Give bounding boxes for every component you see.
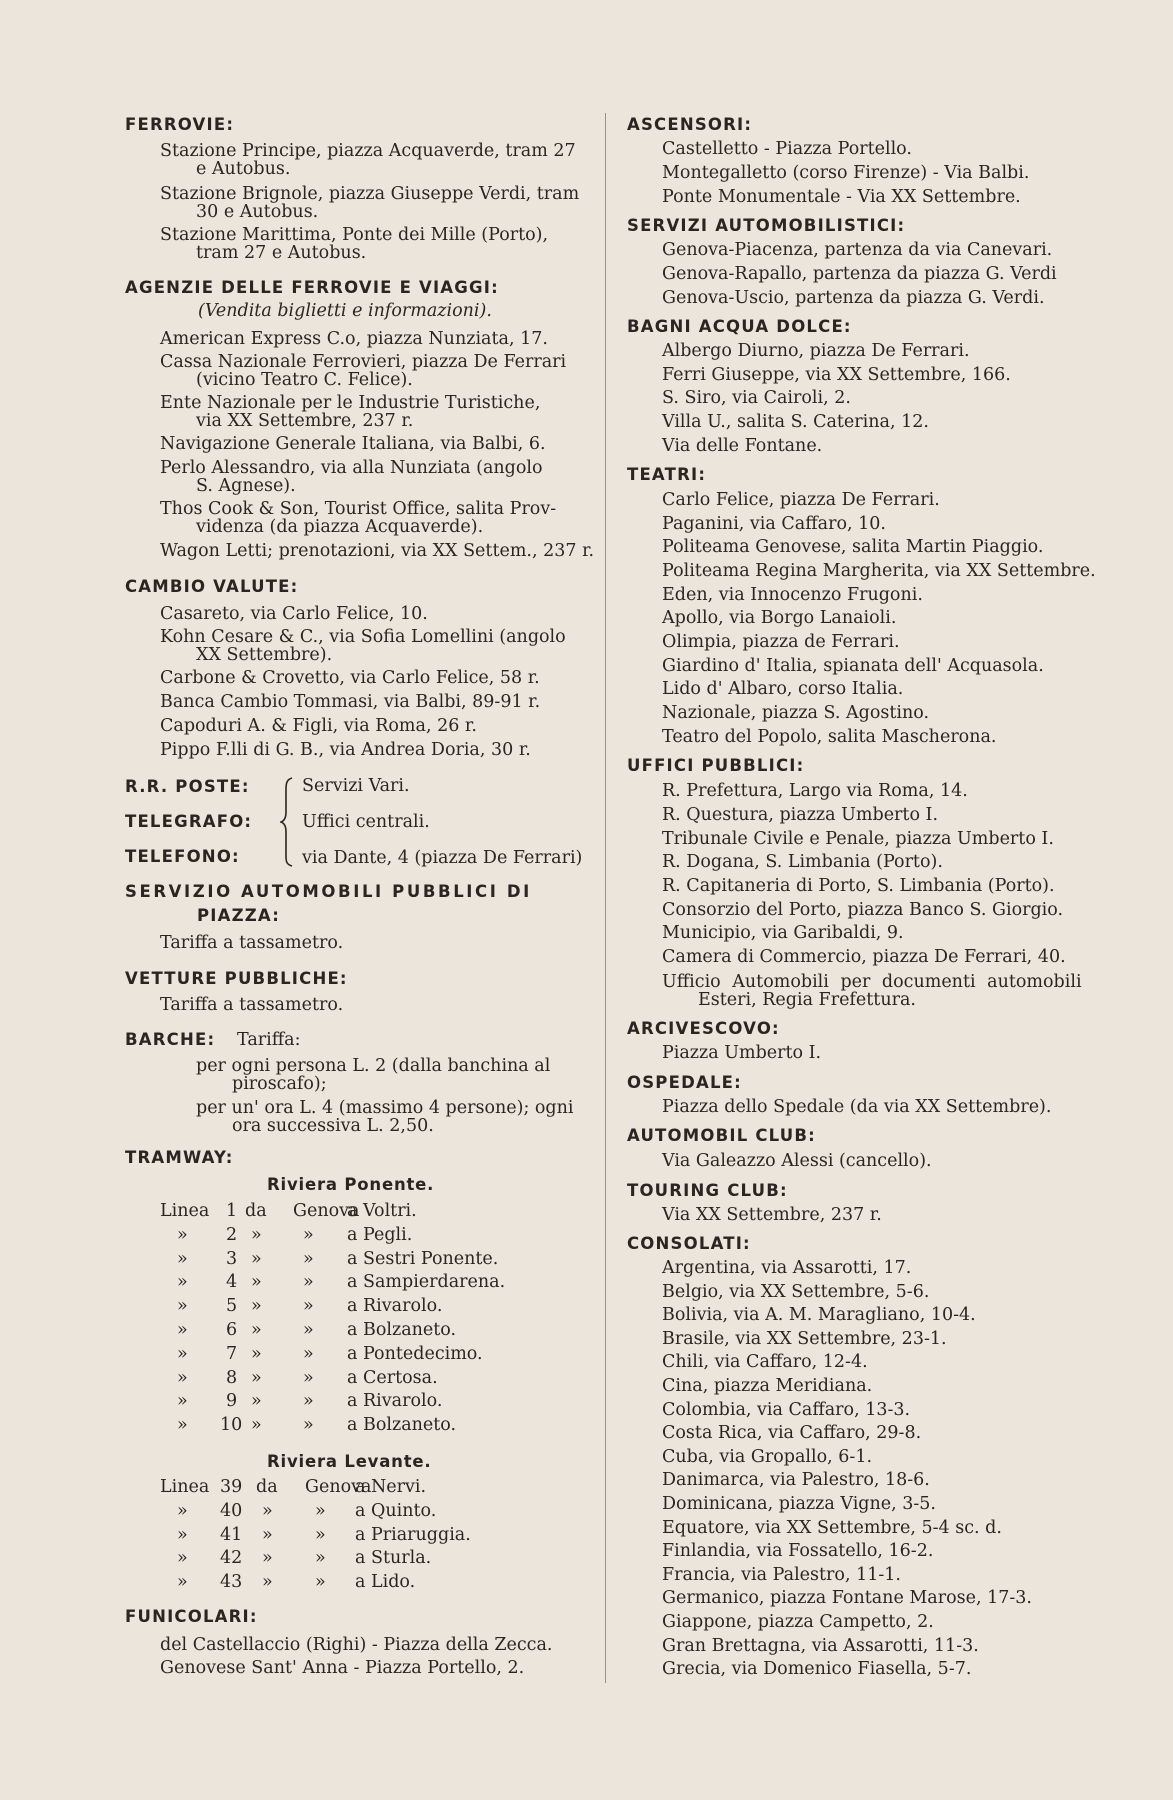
list-item: Grecia, via Domenico Fiasella, 5-7. [662, 1659, 972, 1680]
tram-destination: a Rivarolo. [347, 1296, 443, 1317]
list-item: Villa U., salita S. Caterina, 12. [662, 412, 929, 432]
tram-line-label: » [177, 1248, 188, 1269]
telefono-value: via Dante, 4 (piazza De Ferrari) [302, 848, 583, 868]
tram-line-number: 10 [220, 1415, 243, 1436]
tram-from-label: » [262, 1548, 273, 1569]
list-item: R. Prefettura, Largo via Roma, 14. [662, 781, 968, 801]
list-item: Camera di Commercio, piazza De Ferrari, 40. [662, 947, 1066, 967]
list-item-cont: e Autobus. [196, 159, 291, 179]
list-item: Ponte Monumentale - Via XX Settembre. [662, 187, 1021, 207]
tram-line-label: » [177, 1548, 188, 1569]
list-item-cont: S. Agnese). [196, 476, 296, 496]
list-item-cont: via XX Settembre, 237 r. [196, 411, 414, 431]
vetture-heading: VETTURE PUBBLICHE: [125, 969, 348, 988]
tram-destination: a Pegli. [347, 1224, 413, 1245]
list-item-cont: XX Settembre). [196, 645, 333, 665]
funicolari-heading: FUNICOLARI: [125, 1607, 258, 1626]
list-item: Chili, via Caffaro, 12-4. [662, 1352, 868, 1373]
list-item: Gran Brettagna, via Assarotti, 11-3. [662, 1635, 979, 1656]
tram-origin: » [303, 1296, 314, 1317]
ospedale-text: Piazza dello Spedale (da via XX Settembre). [662, 1097, 1052, 1117]
tram-from-label: da [256, 1477, 278, 1497]
list-item: per ogni persona L. 2 (dalla banchina al [196, 1056, 551, 1076]
list-item: del Castellaccio (Righi) - Piazza della Zecca. [160, 1635, 553, 1655]
consolati-heading: CONSOLATI: [627, 1234, 751, 1253]
list-item: Wagon Letti; prenotazioni, via XX Settem., 237 r. [160, 541, 595, 561]
tram-line-number: 43 [220, 1572, 243, 1593]
tram-origin: » [315, 1572, 326, 1593]
servizio-text: Tariffa a tassametro. [160, 933, 344, 953]
agenzie-heading: AGENZIE DELLE FERROVIE E VIAGGI: [125, 278, 499, 297]
tram-from-label: » [251, 1320, 262, 1340]
tram-from-label: » [262, 1500, 273, 1521]
barche-lead: Tariffa: [237, 1030, 301, 1050]
list-item: R. Capitaneria di Porto, S. Limbania (Porto). [662, 876, 1055, 896]
list-item: R. Dogana, S. Limbania (Porto). [662, 852, 943, 872]
list-item-cont: 30 e Autobus. [196, 202, 319, 222]
list-item-cont: piroscafo); [232, 1074, 327, 1094]
tram-destination: a Sampierdarena. [347, 1272, 506, 1293]
list-item: S. Siro, via Cairoli, 2. [662, 388, 851, 408]
list-item: Cina, piazza Meridiana. [662, 1376, 873, 1396]
list-item: Politeama Genovese, salita Martin Piaggio. [662, 537, 1044, 557]
tram-from-label: » [251, 1367, 262, 1388]
poste-value: Servizi Vari. [302, 776, 410, 796]
tram-line-number: 1 [226, 1201, 238, 1221]
list-item: Germanico, piazza Fontane Marose, 17-3. [662, 1588, 1032, 1609]
list-item: Giappone, piazza Campetto, 2. [662, 1612, 934, 1632]
tram-from-label: » [251, 1248, 262, 1269]
tram-line-label: » [177, 1224, 188, 1245]
list-item: Navigazione Generale Italiana, via Balbi, 6. [160, 434, 546, 454]
tram-from-label: da [245, 1201, 267, 1221]
list-item-cont: ora successiva L. 2,50. [232, 1116, 434, 1136]
list-item: Apollo, via Borgo Lanaioli. [662, 608, 897, 628]
tram-origin: » [303, 1224, 314, 1245]
list-item-cont: videnza (da piazza Acquaverde). [196, 517, 484, 537]
list-item: Finlandia, via Fossatello, 16-2. [662, 1541, 934, 1562]
list-item: Paganini, via Caffaro, 10. [662, 514, 886, 534]
list-item: Olimpia, piazza de Ferrari. [662, 632, 900, 652]
list-item-cont: (vicino Teatro C. Felice). [196, 370, 413, 390]
list-item: Danimarca, via Palestro, 18-6. [662, 1470, 930, 1491]
tram-from-label: » [251, 1224, 262, 1245]
list-item: Tribunale Civile e Penale, piazza Umberto I. [662, 829, 1054, 849]
list-item: Kohn Cesare & C., via Sofia Lomellini (angolo [160, 627, 566, 647]
list-item: Ufficio Automobili per documenti automobili [662, 972, 1082, 992]
list-item-cont: tram 27 e Autobus. [196, 243, 367, 263]
tram-from-label: » [251, 1415, 262, 1436]
automobil-text: Via Galeazzo Alessi (cancello). [662, 1151, 932, 1171]
tram-from-label: » [251, 1296, 262, 1317]
tram-origin: » [303, 1248, 314, 1269]
tram-line-number: 6 [226, 1320, 238, 1340]
list-item: Albergo Diurno, piazza De Ferrari. [662, 341, 970, 361]
list-item: Carlo Felice, piazza De Ferrari. [662, 490, 940, 510]
list-item: Eden, via Innocenzo Frugoni. [662, 585, 923, 605]
list-item: Genova-Piacenza, partenza da via Canevari. [662, 240, 1053, 260]
tram-destination: a Pontedecimo. [347, 1343, 483, 1364]
tram-destination: a Bolzaneto. [347, 1320, 457, 1340]
list-item: Dominicana, piazza Vigne, 3-5. [662, 1494, 936, 1514]
list-item: Teatro del Popolo, salita Mascherona. [662, 727, 997, 747]
list-item: Genova-Uscio, partenza da piazza G. Verdi. [662, 288, 1045, 308]
agenzie-subtitle: (Vendita biglietti e informazioni). [198, 301, 492, 321]
list-item: Bolivia, via A. M. Maragliano, 10-4. [662, 1305, 976, 1326]
tram-line-label: » [177, 1500, 188, 1521]
tram-line-number: 3 [226, 1248, 238, 1269]
list-item: Castelletto - Piazza Portello. [662, 139, 912, 159]
list-item: Politeama Regina Margherita, via XX Settembre. [662, 561, 1096, 581]
list-item: Genova-Rapallo, partenza da piazza G. Verdi [662, 264, 1057, 284]
tram-from-label: » [251, 1272, 262, 1293]
tram-destination: a Certosa. [347, 1367, 438, 1388]
arcivescovo-text: Piazza Umberto I. [662, 1043, 822, 1063]
list-item: Argentina, via Assarotti, 17. [662, 1258, 912, 1278]
arcivescovo-heading: ARCIVESCOVO: [627, 1019, 780, 1038]
ponente-title: Riviera Ponente. [267, 1175, 435, 1194]
tram-line-label: Linea [160, 1477, 210, 1497]
list-item: Montegalletto (corso Firenze) - Via Balbi. [662, 163, 1030, 183]
list-item: Stazione Marittima, Ponte dei Mille (Porto), [160, 225, 549, 245]
list-item: Thos Cook & Son, Tourist Office, salita Prov- [160, 499, 557, 519]
tram-from-label: » [251, 1343, 262, 1364]
tram-destination: a Sestri Ponente. [347, 1248, 499, 1269]
touring-heading: TOURING CLUB: [627, 1181, 788, 1200]
list-item: per un' ora L. 4 (massimo 4 persone); ogni [196, 1098, 574, 1118]
tram-line-label: » [177, 1272, 188, 1293]
list-item: Banca Cambio Tommasi, via Balbi, 89-91 r. [160, 692, 541, 712]
tram-origin: Genova [305, 1477, 372, 1497]
servizi-auto-heading: SERVIZI AUTOMOBILISTICI: [627, 216, 906, 235]
list-item: Equatore, via XX Settembre, 5-4 sc. d. [662, 1517, 1002, 1538]
tram-line-number: 8 [226, 1367, 238, 1388]
list-item: American Express C.o, piazza Nunziata, 17. [160, 329, 548, 349]
tram-origin: » [303, 1367, 314, 1388]
tram-line-number: 5 [226, 1296, 238, 1317]
tram-line-number: 40 [220, 1500, 243, 1521]
list-item: Colombia, via Caffaro, 13-3. [662, 1399, 911, 1420]
servizio-heading: SERVIZIO AUTOMOBILI PUBBLICI DI [125, 882, 532, 901]
touring-text: Via XX Settembre, 237 r. [662, 1205, 882, 1225]
tram-origin: » [303, 1272, 314, 1293]
tram-line-number: 9 [226, 1391, 238, 1412]
tram-destination: a Priaruggia. [355, 1524, 471, 1545]
tram-origin: » [303, 1320, 314, 1340]
tram-origin: » [315, 1500, 326, 1521]
brace-icon [280, 776, 296, 868]
tram-line-label: » [177, 1296, 188, 1317]
tram-destination: a Nervi. [355, 1477, 427, 1497]
automobil-heading: AUTOMOBIL CLUB: [627, 1126, 816, 1145]
tram-line-label: » [177, 1367, 188, 1388]
tram-origin: » [303, 1415, 314, 1436]
cambio-heading: CAMBIO VALUTE: [125, 577, 299, 596]
list-item: Giardino d' Italia, spianata dell' Acquasola. [662, 656, 1044, 676]
list-item: Belgio, via XX Settembre, 5-6. [662, 1281, 930, 1302]
list-item: Brasile, via XX Settembre, 23-1. [662, 1328, 947, 1349]
tram-origin: » [303, 1343, 314, 1364]
tram-destination: a Sturla. [355, 1548, 432, 1569]
barche-heading: BARCHE: [125, 1030, 216, 1049]
tram-line-number: 7 [226, 1343, 238, 1364]
tram-line-number: 2 [226, 1224, 238, 1245]
list-item-cont: Esteri, Regia Frefettura. [698, 990, 916, 1010]
list-item: Ente Nazionale per le Industrie Turistiche, [160, 393, 541, 413]
ascensori-heading: ASCENSORI: [627, 115, 753, 134]
tram-line-label: » [177, 1524, 188, 1545]
tram-line-number: 42 [220, 1548, 243, 1569]
teatri-heading: TEATRI: [627, 465, 707, 484]
tram-line-label: » [177, 1415, 188, 1436]
telegrafo-heading: TELEGRAFO: [125, 812, 253, 831]
list-item: Casareto, via Carlo Felice, 10. [160, 604, 428, 624]
tram-line-number: 39 [220, 1477, 243, 1497]
servizio-heading-cont: PIAZZA: [197, 906, 281, 925]
bagni-heading: BAGNI ACQUA DOLCE: [627, 317, 852, 336]
list-item: Consorzio del Porto, piazza Banco S. Giorgio. [662, 900, 1064, 920]
list-item: Capoduri A. & Figli, via Roma, 26 r. [160, 716, 477, 736]
tram-destination: a Bolzaneto. [347, 1415, 457, 1436]
list-item: Carbone & Crovetto, via Carlo Felice, 58 r. [160, 668, 540, 688]
list-item: Via delle Fontane. [662, 436, 823, 456]
list-item: Lido d' Albaro, corso Italia. [662, 679, 904, 699]
levante-title: Riviera Levante. [267, 1452, 432, 1471]
list-item: R. Questura, piazza Umberto I. [662, 805, 939, 825]
tram-destination: a Lido. [355, 1572, 416, 1593]
tram-origin: » [303, 1391, 314, 1412]
list-item: Costa Rica, via Caffaro, 29-8. [662, 1423, 922, 1444]
list-item: Nazionale, piazza S. Agostino. [662, 703, 930, 723]
tram-from-label: » [262, 1524, 273, 1545]
list-item: Municipio, via Garibaldi, 9. [662, 923, 904, 943]
tram-from-label: » [262, 1572, 273, 1593]
tram-destination: a Quinto. [355, 1500, 437, 1521]
ospedale-heading: OSPEDALE: [627, 1073, 742, 1092]
list-item: Stazione Brignole, piazza Giuseppe Verdi, tram [160, 184, 580, 204]
tram-origin: » [315, 1524, 326, 1545]
tram-origin: » [315, 1548, 326, 1569]
tramway-heading: TRAMWAY: [125, 1148, 234, 1167]
ferrovie-heading: FERROVIE: [125, 115, 235, 134]
vetture-text: Tariffa a tassametro. [160, 995, 344, 1015]
tram-destination: a Voltri. [347, 1201, 417, 1221]
list-item: Francia, via Palestro, 11-1. [662, 1564, 901, 1585]
tram-destination: a Rivarolo. [347, 1391, 443, 1412]
poste-heading: R.R. POSTE: [125, 777, 250, 796]
tram-from-label: » [251, 1391, 262, 1412]
list-item: Stazione Principe, piazza Acquaverde, tram 27 [160, 141, 576, 161]
list-item: Ferri Giuseppe, via XX Settembre, 166. [662, 365, 1011, 385]
list-item: Perlo Alessandro, via alla Nunziata (angolo [160, 458, 543, 478]
list-item: Cassa Nazionale Ferrovieri, piazza De Ferrari [160, 352, 567, 372]
tram-line-label: » [177, 1572, 188, 1593]
tram-line-label: » [177, 1391, 188, 1412]
telegrafo-value: Uffici centrali. [302, 812, 430, 832]
tram-origin: Genova [293, 1201, 360, 1221]
tram-line-label: Linea [160, 1201, 210, 1221]
telefono-heading: TELEFONO: [125, 847, 240, 866]
list-item: Cuba, via Gropallo, 6-1. [662, 1446, 873, 1467]
list-item: Genovese Sant' Anna - Piazza Portello, 2. [160, 1658, 525, 1678]
tram-line-label: » [177, 1343, 188, 1364]
uffici-heading: UFFICI PUBBLICI: [627, 756, 805, 775]
tram-line-label: » [177, 1320, 188, 1340]
column-divider [605, 113, 606, 1683]
tram-line-number: 4 [226, 1272, 238, 1293]
list-item: Pippo F.lli di G. B., via Andrea Doria, 30 r. [160, 740, 531, 760]
tram-line-number: 41 [220, 1524, 243, 1545]
